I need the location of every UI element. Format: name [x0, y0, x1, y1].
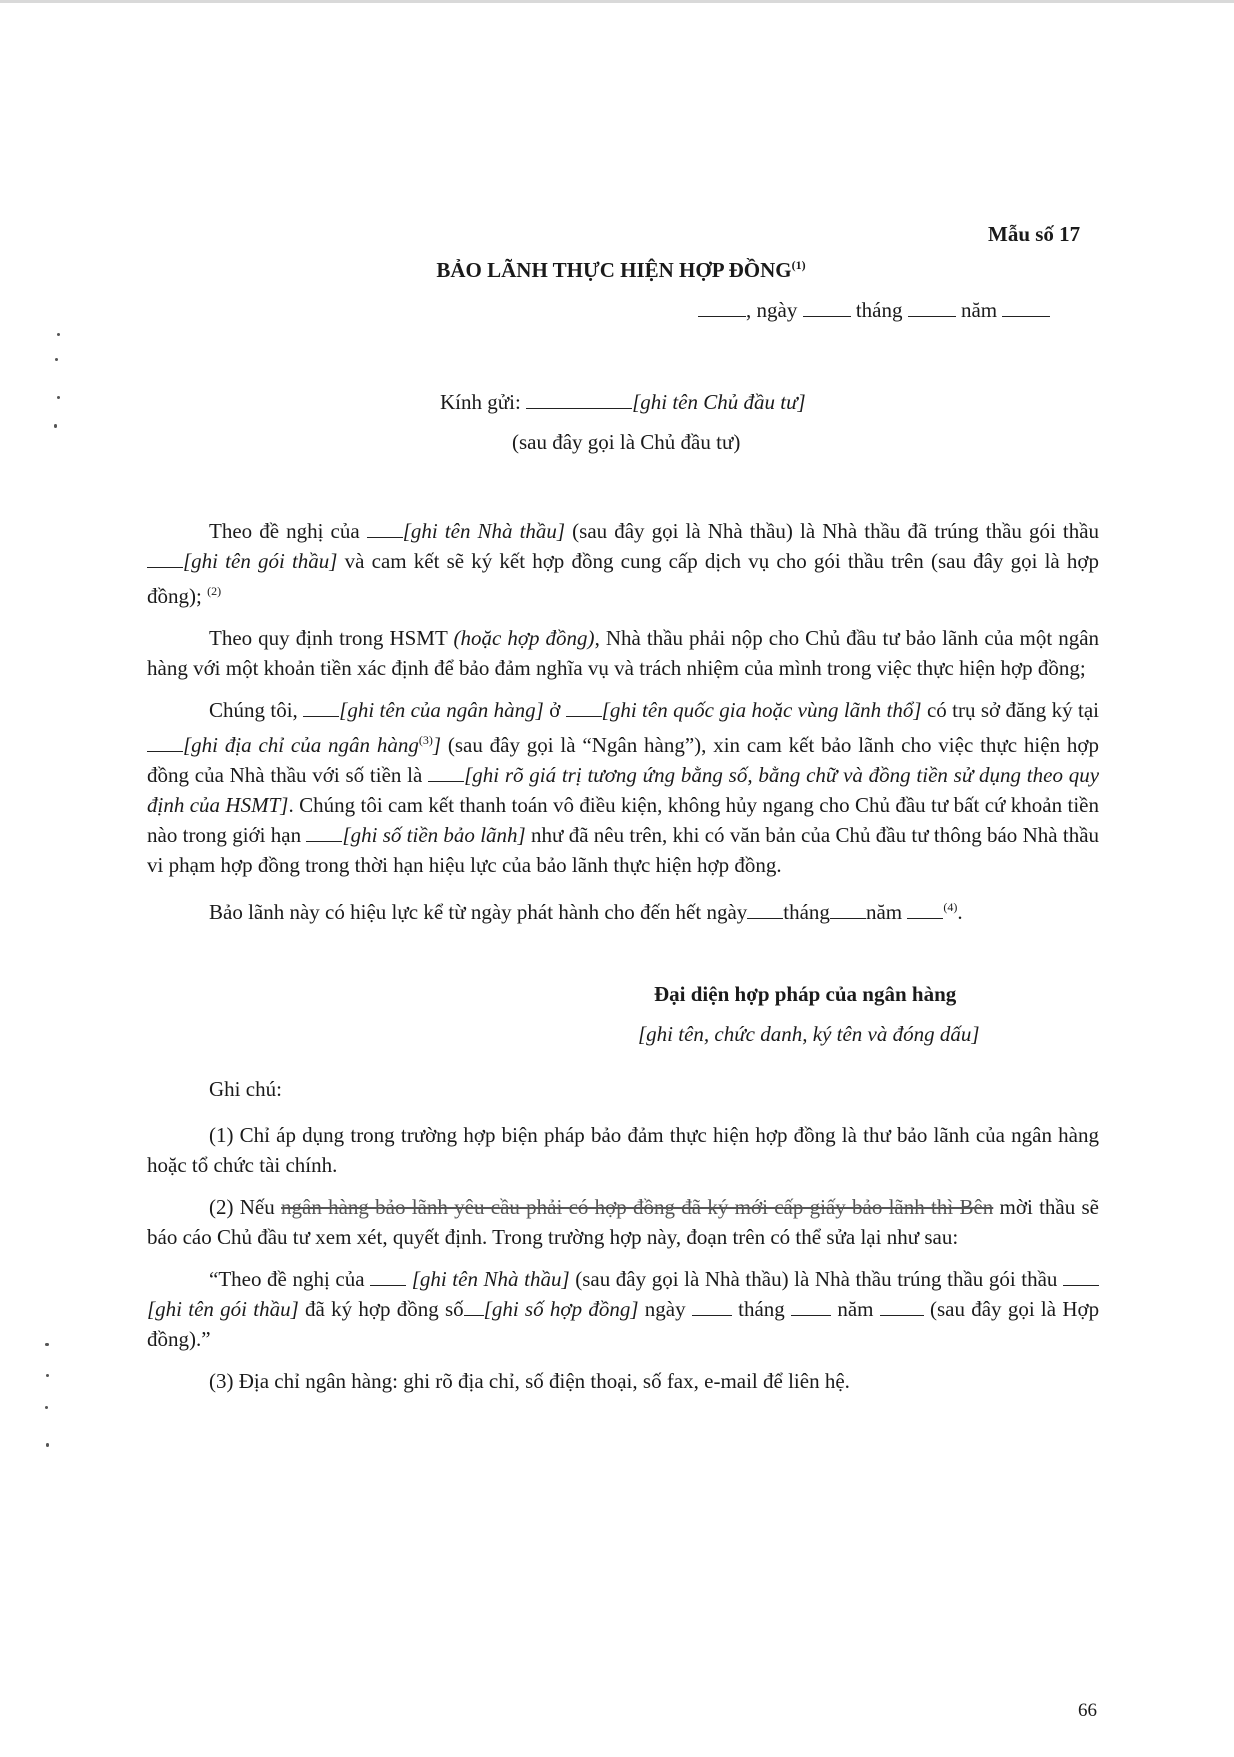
day-label: , ngày	[746, 298, 798, 322]
note-1: (1) Chỉ áp dụng trong trường hợp biện pháp bảo đảm thực hiện hợp đồng là thư bảo lãnh của ngân hàng hoặc tổ chức tài chính.	[147, 1123, 1099, 1177]
scan-speck	[55, 358, 58, 361]
title-footnote-ref: (1)	[791, 258, 806, 272]
recipient-blank[interactable]	[526, 390, 632, 409]
scan-top-edge	[0, 0, 1234, 3]
signature-title: Đại diện hợp pháp của ngân hàng	[654, 982, 957, 1006]
scan-speck	[54, 424, 57, 428]
signature-note: [ghi tên, chức danh, ký tên và đóng dấu]	[638, 1022, 980, 1046]
expiry-month-blank[interactable]	[830, 900, 866, 919]
sample-day-blank[interactable]	[692, 1297, 732, 1316]
sample-contractor-blank[interactable]	[370, 1267, 406, 1286]
note-3: (3) Địa chỉ ngân hàng: ghi rõ địa chỉ, số điện thoại, số fax, e-mail để liên hệ.	[209, 1369, 850, 1393]
sample-package-blank[interactable]	[1063, 1267, 1099, 1286]
document-title	[0, 258, 1234, 283]
paragraph-4: Bảo lãnh này có hiệu lực kể từ ngày phát hành cho đến hết ngày tháng năm $^{(4)}$.	[209, 900, 963, 924]
form-number: Mẫu số 17	[988, 222, 1081, 246]
amount-blank[interactable]	[428, 763, 464, 782]
paragraph-3: Chúng tôi, [ghi tên của ngân hàng] ở [ghi tên quốc gia hoặc vùng lãnh thổ] có trụ sở đăng ký tại [ghi địa chỉ của ngân hàng$^{(3)}$] (sau đây gọi là “Ngân hàng”), xin cam kết bảo lãnh cho việc thực hiện hợp đồng của Nhà thầu với số tiền là [ghi rõ giá trị tương ứng bằng số, bằng chữ và đồng tiền sử dụng theo quy định của HSMT]. Chúng tôi cam kết thanh toán vô điều kiện, không hủy ngang cho Chủ đầu tư bất cứ khoản tiền nào trong giới hạn [ghi số tiền bảo lãnh] như đã nêu trên, khi có văn bản của Chủ đầu tư thông báo Nhà thầu vi phạm hợp đồng trong thời hạn hiệu lực của bảo lãnh thực hiện hợp đồng.	[147, 698, 1100, 877]
title-text: BẢO LÃNH THỰC HIỆN HỢP ĐỒNG	[436, 258, 792, 282]
scan-speck	[46, 1374, 49, 1377]
scan-speck	[46, 1443, 49, 1447]
sample-year-blank[interactable]	[880, 1297, 924, 1316]
contractor-blank[interactable]	[367, 519, 403, 538]
month-blank[interactable]	[908, 298, 956, 317]
expiry-day-blank[interactable]	[747, 900, 783, 919]
expiry-year-blank[interactable]	[907, 900, 943, 919]
country-blank[interactable]	[566, 698, 602, 717]
scan-speck	[45, 1406, 48, 1409]
note-2: (2) Nếu ngân hàng bảo lãnh yêu cầu phải có hợp đồng đã ký mới cấp giấy bảo lãnh thì Bên mời thầu sẽ báo cáo Chủ đầu tư xem xét, quyết định. Trong trường hợp này, đoạn trên có thể sửa lại như sau:	[147, 1195, 1099, 1249]
month-label: tháng	[855, 298, 903, 322]
recipient-label: Kính gửi:	[440, 390, 521, 414]
day-blank[interactable]	[803, 298, 851, 317]
note-2-sample-text: “Theo đề nghị của [ghi tên Nhà thầu] (sau đây gọi là Nhà thầu) là Nhà thầu trúng thầu gói thầu [ghi tên gói thầu] đã ký hợp đồng số [ghi số hợp đồng] ngày tháng năm (sau đây gọi là Hợp đồng).”	[147, 1267, 1100, 1351]
paragraph-2: Theo quy định trong HSMT (hoặc hợp đồng), Nhà thầu phải nộp cho Chủ đầu tư bảo lãnh của một ngân hàng với một khoản tiền xác định để bảo đảm nghĩa vụ và trách nhiệm của mình trong việc thực hiện hợp đồng;	[147, 626, 1100, 680]
bank-name-blank[interactable]	[303, 698, 339, 717]
notes-heading: Ghi chú:	[209, 1077, 282, 1101]
recipient-note: (sau đây gọi là Chủ đầu tư)	[512, 430, 741, 454]
scan-speck	[57, 396, 60, 399]
bank-address-blank[interactable]	[147, 733, 183, 752]
guarantee-amount-blank[interactable]	[306, 823, 342, 842]
scan-speck	[45, 1343, 49, 1346]
package-blank[interactable]	[147, 549, 183, 568]
sample-month-blank[interactable]	[791, 1297, 831, 1316]
date-line	[698, 298, 1050, 323]
struck-text: ngân hàng bảo lãnh yêu cầu phải có hợp đồng đã ký mới cấp giấy bảo lãnh thì Bên	[281, 1195, 994, 1219]
scan-speck	[57, 333, 60, 336]
year-label: năm	[960, 298, 998, 322]
place-blank[interactable]	[698, 298, 746, 317]
page-number: 66	[1078, 1700, 1097, 1721]
paragraph-1: Theo đề nghị của [ghi tên Nhà thầu] (sau đây gọi là Nhà thầu) là Nhà thầu đã trúng thầu gói thầu [ghi tên gói thầu] và cam kết sẽ ký kết hợp đồng cung cấp dịch vụ cho gói thầu trên (sau đây gọi là hợp đồng); $^{(2)}$	[147, 519, 1100, 608]
year-blank[interactable]	[1002, 298, 1050, 317]
notes-section	[147, 1074, 1099, 1408]
recipient-placeholder: [ghi tên Chủ đầu tư]	[632, 390, 806, 414]
sample-contract-no-blank[interactable]	[464, 1297, 484, 1316]
recipient-line	[440, 390, 806, 415]
document-body	[147, 516, 1099, 939]
